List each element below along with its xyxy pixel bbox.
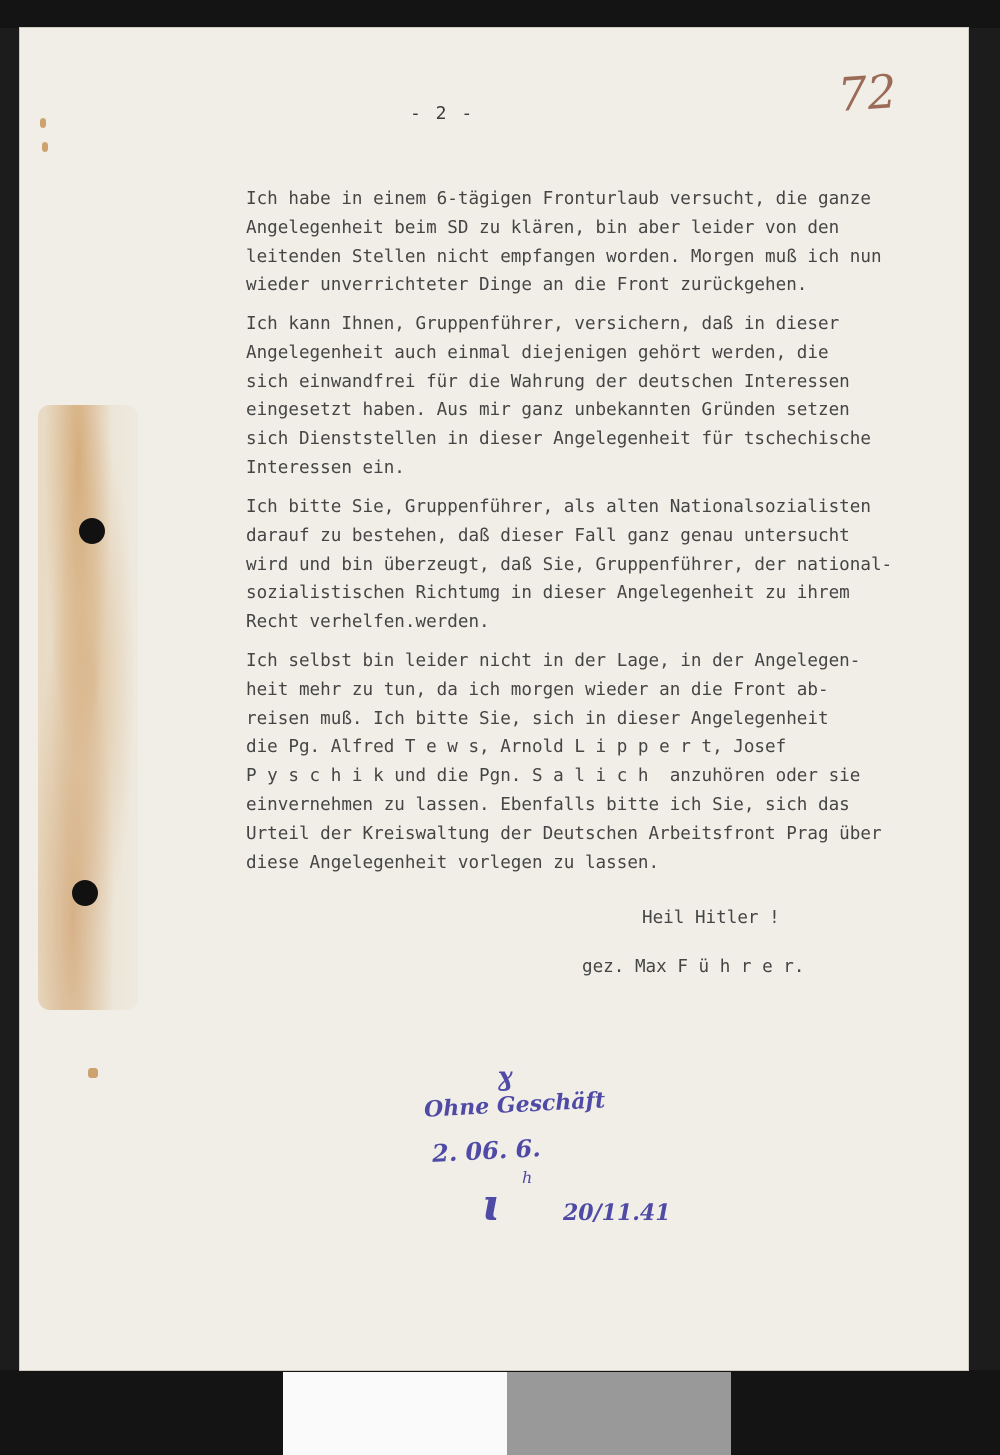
stain-speck <box>42 142 48 152</box>
letter-paragraph <box>246 185 882 300</box>
text-line: Ich selbst bin leider nicht in der Lage, in der Angelegen- <box>246 651 861 671</box>
handwritten-note: 2. 06. 6. <box>431 1133 542 1168</box>
stain-speck <box>88 1068 98 1078</box>
text-line: einvernehmen zu lassen. Ebenfalls bitte ich Sie, sich das <box>246 794 850 815</box>
text-line: Ich bitte Sie, Gruppenführer, als alten Nationalsozialisten <box>246 497 871 517</box>
archive-number: 72 <box>836 64 899 122</box>
calibration-card-gray <box>507 1372 731 1455</box>
scan-background-top <box>0 0 1000 28</box>
text-line: leitenden Stellen nicht empfangen worden. Morgen muß ich nun <box>246 246 882 267</box>
page-number: - 2 - <box>410 103 475 124</box>
letter-paragraph <box>246 647 882 877</box>
punch-hole-bottom <box>72 880 98 906</box>
text-line: Urteil der Kreiswaltung der Deutschen Arbeitsfront Prag über <box>246 823 882 844</box>
text-line: Angelegenheit beim SD zu klären, bin aber leider von den <box>246 217 840 238</box>
text-line: diese Angelegenheit vorlegen zu lassen. <box>246 852 660 873</box>
handwritten-symbol: ɣ <box>497 1062 513 1092</box>
signature-line: gez. Max F ü h r e r. <box>582 957 805 977</box>
text-line: darauf zu bestehen, daß dieser Fall ganz genau untersucht <box>246 525 850 546</box>
handwritten-note: Ohne Geschäft <box>423 1087 606 1123</box>
letter-paragraph <box>246 310 871 483</box>
calibration-card-white <box>283 1372 507 1455</box>
text-line: Ich habe in einem 6-tägigen Fronturlaub versucht, die ganze <box>246 189 871 209</box>
text-line: die Pg. Alfred T e w s, Arnold L i p p e r t, Josef <box>246 737 787 758</box>
text-line: Angelegenheit auch einmal diejenigen gehört werden, die <box>246 342 829 363</box>
handwritten-superscript: h <box>522 1168 533 1187</box>
text-line: heit mehr zu tun, da ich morgen wieder an die Front ab- <box>246 679 829 700</box>
text-line: wieder unverrichteter Dinge an die Front zurückgehen. <box>246 275 808 296</box>
handwritten-date: 20/11.41 <box>563 1200 671 1226</box>
closing-salutation: Heil Hitler ! <box>642 908 780 928</box>
text-line: reisen muß. Ich bitte Sie, sich in dieser Angelegenheit <box>246 708 829 729</box>
rust-stain <box>38 405 138 1010</box>
text-line: wird und bin überzeugt, daß Sie, Gruppenführer, der national- <box>246 554 893 575</box>
text-line: eingesetzt haben. Aus mir ganz unbekannten Gründen setzen <box>246 400 850 421</box>
text-line: Interessen ein. <box>246 457 405 478</box>
text-line: P y s c h i k und die Pgn. S a l i c h anzuhören oder sie <box>246 766 861 787</box>
punch-hole-top <box>79 518 105 544</box>
text-line: Ich kann Ihnen, Gruppenführer, versichern, daß in dieser <box>246 314 840 334</box>
letter-paragraph <box>246 493 892 637</box>
handwritten-symbol: ɩ <box>482 1180 499 1231</box>
stain-speck <box>40 118 46 128</box>
text-line: sozialistischen Richtumg in dieser Angelegenheit zu ihrem <box>246 583 850 604</box>
text-line: sich Dienststellen in dieser Angelegenheit für tschechische <box>246 429 871 450</box>
text-line: Recht verhelfen.werden. <box>246 612 490 633</box>
text-line: sich einwandfrei für die Wahrung der deutschen Interessen <box>246 371 850 392</box>
